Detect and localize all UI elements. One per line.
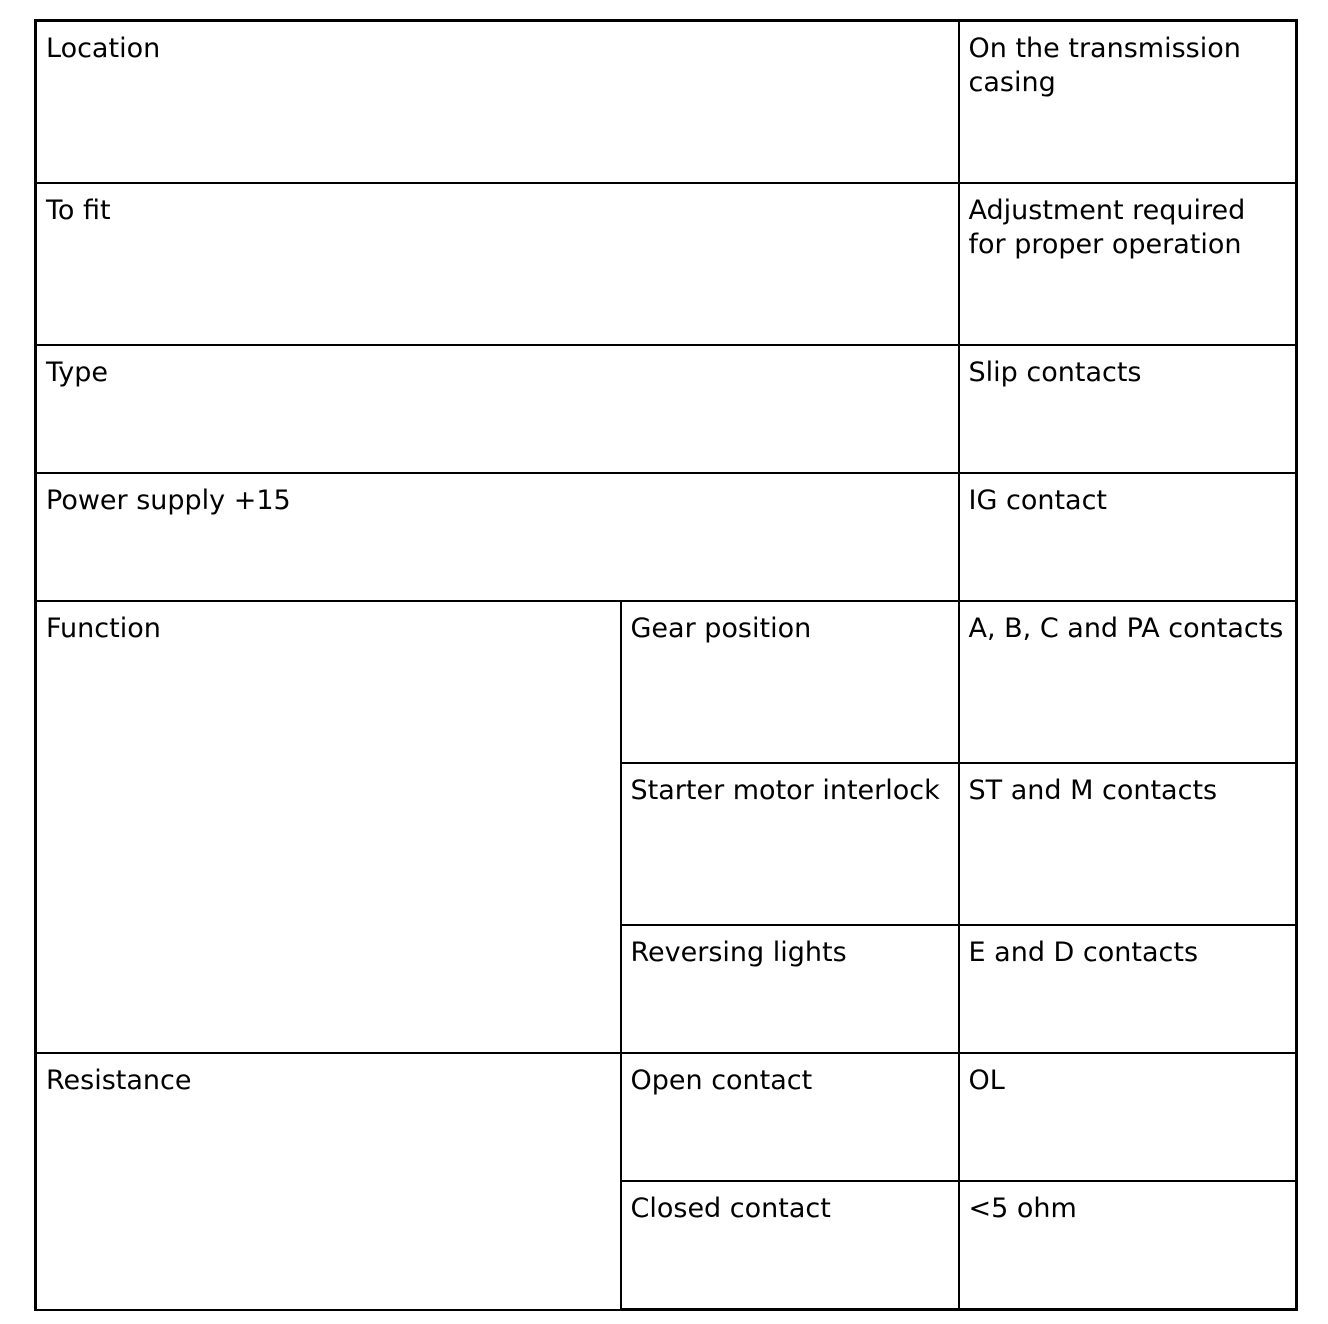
closed-contact-value: <5 ohm [959, 1181, 1297, 1310]
location-value: On the transmission casing [959, 21, 1297, 184]
table-row-to-fit [36, 183, 1297, 345]
to-fit-value: Adjustment required for proper operation [959, 183, 1297, 345]
reversing-lights-value: E and D contacts [959, 925, 1297, 1053]
specification-table [34, 19, 1298, 1311]
power-supply-label: Power supply +15 [36, 473, 959, 601]
location-label: Location [36, 21, 959, 184]
power-supply-value: IG contact [959, 473, 1297, 601]
to-fit-label: To fit [36, 183, 959, 345]
gear-position-label: Gear position [621, 601, 959, 763]
table-row-power-supply [36, 473, 1297, 601]
table-row-gear-position [36, 601, 1297, 763]
starter-motor-interlock-label: Starter motor interlock [621, 763, 959, 925]
closed-contact-label: Closed contact [621, 1181, 959, 1310]
starter-motor-interlock-value: ST and M contacts [959, 763, 1297, 925]
resistance-label: Resistance [36, 1053, 621, 1310]
type-label: Type [36, 345, 959, 473]
table-row-location [36, 21, 1297, 184]
reversing-lights-label: Reversing lights [621, 925, 959, 1053]
table-row-type [36, 345, 1297, 473]
open-contact-value: OL [959, 1053, 1297, 1181]
type-value: Slip contacts [959, 345, 1297, 473]
open-contact-label: Open contact [621, 1053, 959, 1181]
gear-position-value: A, B, C and PA contacts [959, 601, 1297, 763]
function-label: Function [36, 601, 621, 1053]
table-row-open-contact [36, 1053, 1297, 1181]
